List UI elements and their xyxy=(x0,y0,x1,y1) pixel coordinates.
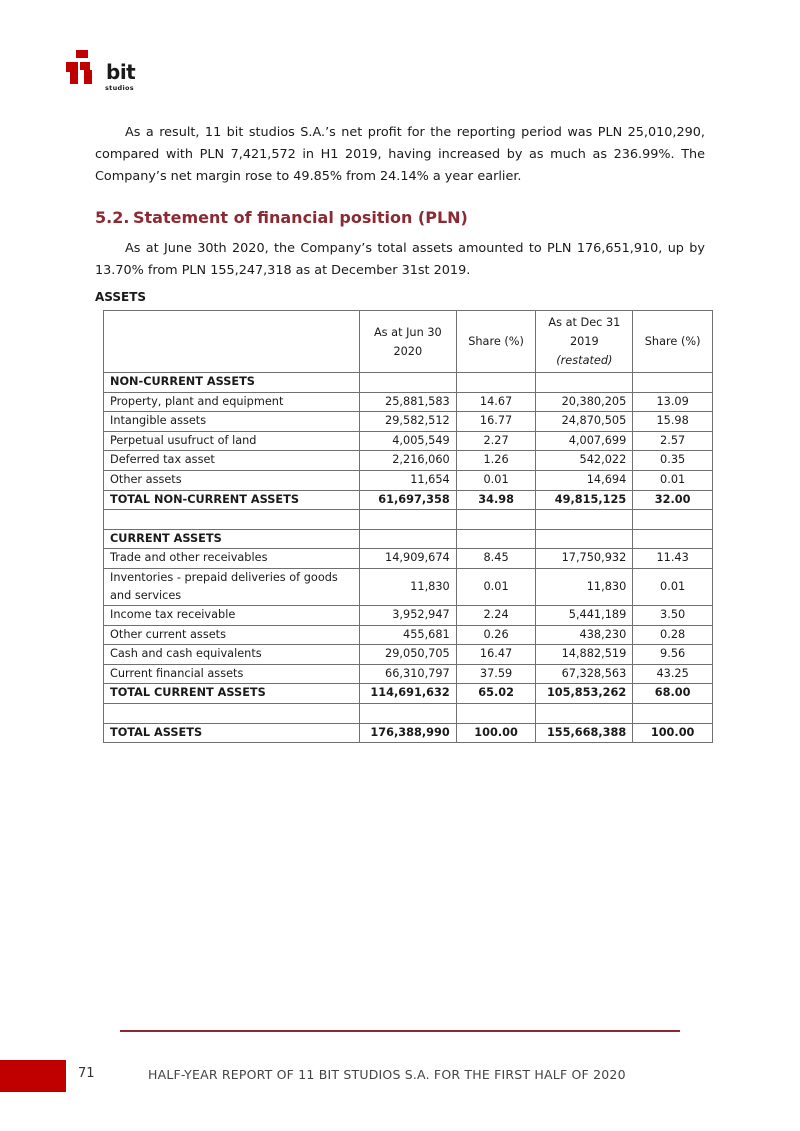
value-jun-2020-cell: 29,050,705 xyxy=(359,645,456,665)
table-row xyxy=(104,645,713,665)
share-2019-cell xyxy=(633,373,713,393)
logo-subtext: studios xyxy=(105,84,134,92)
share-2019-cell: 0.01 xyxy=(633,568,713,605)
section-title-text: Statement of financial position (PLN) xyxy=(133,208,468,227)
row-label-cell: Inventories - prepaid deliveries of goods and services xyxy=(104,568,360,605)
share-2019-cell: 9.56 xyxy=(633,645,713,665)
table-row xyxy=(104,490,713,510)
value-jun-2020-cell: 114,691,632 xyxy=(359,684,456,704)
row-label-cell: TOTAL ASSETS xyxy=(104,723,360,743)
paragraph-net-profit: As a result, 11 bit studios S.A.’s net profit for the reporting period was PLN 25,010,290, compared with PLN 7,421,572 in H1 2019, having increased by as much as 236.99%. The Company’s net margin rose to 49.85% from 24.14% a year earlier. xyxy=(95,125,705,184)
value-jun-2020-cell: 4,005,549 xyxy=(359,431,456,451)
value-dec-2019-cell: 542,022 xyxy=(536,451,633,471)
share-2020-cell: 100.00 xyxy=(456,723,536,743)
share-2019-cell: 100.00 xyxy=(633,723,713,743)
value-dec-2019-cell: 17,750,932 xyxy=(536,549,633,569)
value-jun-2020-cell: 66,310,797 xyxy=(359,664,456,684)
section-title xyxy=(95,208,468,227)
share-2020-cell: 0.26 xyxy=(456,625,536,645)
value-jun-2020-cell: 455,681 xyxy=(359,625,456,645)
value-jun-2020-cell: 25,881,583 xyxy=(359,392,456,412)
value-dec-2019-cell: 14,694 xyxy=(536,470,633,490)
assets-label: ASSETS xyxy=(95,290,147,304)
row-label-cell: Property, plant and equipment xyxy=(104,392,360,412)
share-2020-cell xyxy=(456,529,536,549)
header-dec-2019: As at Dec 31 2019 (restated) xyxy=(536,311,633,373)
share-2020-cell xyxy=(456,703,536,723)
share-2020-cell xyxy=(456,373,536,393)
header-share-2019: Share (%) xyxy=(633,311,713,373)
header-jun-2020: As at Jun 30 2020 xyxy=(359,311,456,373)
row-label-cell: Trade and other receivables xyxy=(104,549,360,569)
row-label-cell xyxy=(104,703,360,723)
section-number: 5.2. xyxy=(95,208,130,227)
header-share-2020: Share (%) xyxy=(456,311,536,373)
table-row xyxy=(104,605,713,625)
header-label-cell xyxy=(104,311,360,373)
footer-text: HALF-YEAR REPORT OF 11 BIT STUDIOS S.A. FOR THE FIRST HALF OF 2020 xyxy=(148,1067,626,1082)
value-jun-2020-cell xyxy=(359,510,456,530)
share-2020-cell: 65.02 xyxy=(456,684,536,704)
value-dec-2019-cell: 155,668,388 xyxy=(536,723,633,743)
table-row xyxy=(104,529,713,549)
value-jun-2020-cell: 14,909,674 xyxy=(359,549,456,569)
share-2020-cell: 2.24 xyxy=(456,605,536,625)
table-row xyxy=(104,549,713,569)
value-dec-2019-cell: 105,853,262 xyxy=(536,684,633,704)
share-2019-cell: 2.57 xyxy=(633,431,713,451)
share-2019-cell: 32.00 xyxy=(633,490,713,510)
share-2019-cell: 15.98 xyxy=(633,412,713,432)
value-jun-2020-cell: 11,654 xyxy=(359,470,456,490)
value-dec-2019-cell: 438,230 xyxy=(536,625,633,645)
value-jun-2020-cell xyxy=(359,703,456,723)
share-2019-cell xyxy=(633,703,713,723)
share-2019-cell: 13.09 xyxy=(633,392,713,412)
value-jun-2020-cell xyxy=(359,529,456,549)
share-2019-cell: 43.25 xyxy=(633,664,713,684)
share-2019-cell: 0.28 xyxy=(633,625,713,645)
share-2020-cell: 16.47 xyxy=(456,645,536,665)
row-label-cell xyxy=(104,510,360,530)
row-label-cell: Current financial assets xyxy=(104,664,360,684)
value-dec-2019-cell: 5,441,189 xyxy=(536,605,633,625)
value-dec-2019-cell: 20,380,205 xyxy=(536,392,633,412)
share-2020-cell: 34.98 xyxy=(456,490,536,510)
table-row xyxy=(104,510,713,530)
table-row xyxy=(104,568,713,605)
footer-divider xyxy=(120,1030,680,1032)
share-2020-cell: 2.27 xyxy=(456,431,536,451)
table-row xyxy=(104,412,713,432)
value-jun-2020-cell xyxy=(359,373,456,393)
share-2019-cell: 0.01 xyxy=(633,470,713,490)
row-label-cell: TOTAL CURRENT ASSETS xyxy=(104,684,360,704)
row-label-cell: CURRENT ASSETS xyxy=(104,529,360,549)
restated-note: (restated) xyxy=(556,354,613,367)
share-2019-cell xyxy=(633,510,713,530)
assets-table xyxy=(103,310,713,743)
value-dec-2019-cell: 24,870,505 xyxy=(536,412,633,432)
table-header-row xyxy=(104,311,713,373)
share-2020-cell: 14.67 xyxy=(456,392,536,412)
share-2020-cell: 37.59 xyxy=(456,664,536,684)
value-jun-2020-cell: 29,582,512 xyxy=(359,412,456,432)
share-2019-cell: 68.00 xyxy=(633,684,713,704)
share-2020-cell: 1.26 xyxy=(456,451,536,471)
table-row xyxy=(104,625,713,645)
logo-text: bit xyxy=(106,60,136,84)
row-label-cell: Other current assets xyxy=(104,625,360,645)
share-2020-cell xyxy=(456,510,536,530)
value-jun-2020-cell: 11,830 xyxy=(359,568,456,605)
page-number: 71 xyxy=(78,1066,95,1081)
share-2019-cell: 11.43 xyxy=(633,549,713,569)
row-label-cell: NON-CURRENT ASSETS xyxy=(104,373,360,393)
table-row xyxy=(104,664,713,684)
value-jun-2020-cell: 2,216,060 xyxy=(359,451,456,471)
row-label-cell: Intangible assets xyxy=(104,412,360,432)
share-2020-cell: 0.01 xyxy=(456,568,536,605)
table-row xyxy=(104,451,713,471)
share-2020-cell: 8.45 xyxy=(456,549,536,569)
value-jun-2020-cell: 176,388,990 xyxy=(359,723,456,743)
table-row xyxy=(104,392,713,412)
table-row xyxy=(104,470,713,490)
value-dec-2019-cell: 11,830 xyxy=(536,568,633,605)
value-dec-2019-cell xyxy=(536,529,633,549)
row-label-cell: TOTAL NON-CURRENT ASSETS xyxy=(104,490,360,510)
value-dec-2019-cell xyxy=(536,703,633,723)
table-row xyxy=(104,373,713,393)
table-row xyxy=(104,703,713,723)
share-2020-cell: 0.01 xyxy=(456,470,536,490)
row-label-cell: Perpetual usufruct of land xyxy=(104,431,360,451)
value-dec-2019-cell: 4,007,699 xyxy=(536,431,633,451)
value-jun-2020-cell: 61,697,358 xyxy=(359,490,456,510)
paragraph-total-assets: As at June 30th 2020, the Company’s total assets amounted to PLN 176,651,910, up by 13.70% from PLN 155,247,318 as at December 31st 2019. xyxy=(95,241,705,278)
value-jun-2020-cell: 3,952,947 xyxy=(359,605,456,625)
value-dec-2019-cell xyxy=(536,373,633,393)
value-dec-2019-cell: 14,882,519 xyxy=(536,645,633,665)
row-label-cell: Other assets xyxy=(104,470,360,490)
share-2019-cell: 0.35 xyxy=(633,451,713,471)
value-dec-2019-cell: 49,815,125 xyxy=(536,490,633,510)
share-2019-cell: 3.50 xyxy=(633,605,713,625)
share-2019-cell xyxy=(633,529,713,549)
row-label-cell: Deferred tax asset xyxy=(104,451,360,471)
footer-accent-block xyxy=(0,1060,66,1092)
table-row xyxy=(104,431,713,451)
value-dec-2019-cell xyxy=(536,510,633,530)
share-2020-cell: 16.77 xyxy=(456,412,536,432)
table-row xyxy=(104,723,713,743)
table-row xyxy=(104,684,713,704)
row-label-cell: Income tax receivable xyxy=(104,605,360,625)
row-label-cell: Cash and cash equivalents xyxy=(104,645,360,665)
value-dec-2019-cell: 67,328,563 xyxy=(536,664,633,684)
